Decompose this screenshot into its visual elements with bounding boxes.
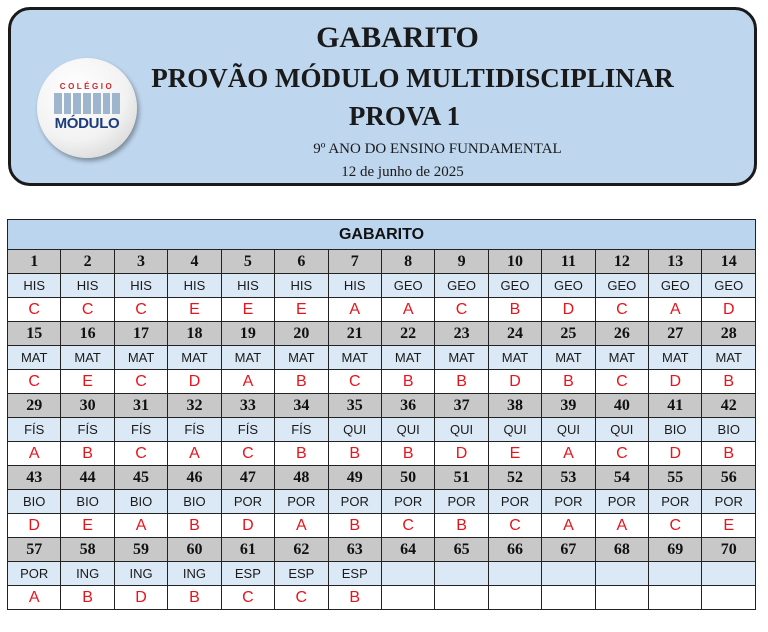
question-number-cell: 4 [168, 250, 221, 274]
question-number-cell: 51 [435, 466, 488, 490]
question-number-cell: 57 [8, 538, 61, 562]
answer-letter-cell: C [8, 298, 61, 322]
answer-letter-cell: C [381, 514, 434, 538]
subject-code-cell: ING [168, 562, 221, 586]
question-number-cell: 36 [381, 394, 434, 418]
subject-code-cell: BIO [114, 490, 167, 514]
question-number-cell: 29 [8, 394, 61, 418]
answer-letter-cell: A [381, 298, 434, 322]
subject-code-cell: ESP [275, 562, 328, 586]
answer-letter-cell: B [275, 370, 328, 394]
question-number-cell: 63 [328, 538, 381, 562]
question-number-row [8, 394, 756, 418]
subject-code-cell: GEO [542, 274, 595, 298]
answer-letter-cell: A [542, 514, 595, 538]
answer-letter-cell: A [595, 514, 648, 538]
subject-code-cell: GEO [702, 274, 756, 298]
subject-code-cell: MAT [328, 346, 381, 370]
subject-code-cell: POR [649, 490, 702, 514]
question-number-cell: 52 [488, 466, 541, 490]
answer-letter-cell: A [542, 442, 595, 466]
question-number-cell: 61 [221, 538, 274, 562]
answer-letter-row [8, 370, 756, 394]
question-number-cell: 68 [595, 538, 648, 562]
header-exam: PROVA 1 [348, 101, 461, 131]
answer-letter-cell: B [328, 442, 381, 466]
subject-code-cell: MAT [8, 346, 61, 370]
header-date: 12 de junho de 2025 [341, 164, 464, 180]
question-number-cell: 12 [595, 250, 648, 274]
answer-letter-cell: C [114, 370, 167, 394]
question-number-cell: 31 [114, 394, 167, 418]
subject-code-cell: HIS [168, 274, 221, 298]
subject-code-cell [435, 562, 488, 586]
subject-code-cell: HIS [114, 274, 167, 298]
question-number-cell: 60 [168, 538, 221, 562]
answer-letter-cell: C [61, 298, 114, 322]
answer-letter-cell: B [702, 442, 756, 466]
answer-letter-cell: C [488, 514, 541, 538]
answer-letter-cell: B [328, 514, 381, 538]
question-number-cell: 8 [381, 250, 434, 274]
header-title: GABARITO [316, 21, 479, 54]
subject-code-cell: FÍS [114, 418, 167, 442]
answer-letter-cell: B [435, 514, 488, 538]
answer-letter-cell: E [221, 298, 274, 322]
subject-code-cell: POR [488, 490, 541, 514]
question-number-cell: 3 [114, 250, 167, 274]
subject-code-cell [702, 562, 756, 586]
question-number-cell: 32 [168, 394, 221, 418]
subject-code-cell: MAT [221, 346, 274, 370]
subject-code-cell: MAT [61, 346, 114, 370]
subject-code-cell: BIO [8, 490, 61, 514]
subject-code-cell: HIS [8, 274, 61, 298]
subject-code-cell: QUI [488, 418, 541, 442]
question-number-cell: 27 [649, 322, 702, 346]
answer-letter-cell: C [221, 586, 274, 610]
answer-letter-cell: B [168, 586, 221, 610]
subject-code-cell: ING [114, 562, 167, 586]
header-panel [8, 7, 757, 186]
subject-code-cell [488, 562, 541, 586]
subject-code-cell: HIS [275, 274, 328, 298]
answer-letter-cell: A [114, 514, 167, 538]
subject-code-cell: MAT [114, 346, 167, 370]
subject-code-cell: MAT [275, 346, 328, 370]
question-number-cell: 47 [221, 466, 274, 490]
answer-letter-cell [542, 586, 595, 610]
subject-code-cell: HIS [328, 274, 381, 298]
answer-letter-cell: A [649, 298, 702, 322]
question-number-cell: 6 [275, 250, 328, 274]
answer-letter-cell: C [649, 514, 702, 538]
answer-letter-cell: A [328, 298, 381, 322]
question-number-cell: 41 [649, 394, 702, 418]
answer-letter-cell: A [275, 514, 328, 538]
header-grade: 9º ANO DO ENSINO FUNDAMENTAL [313, 141, 562, 157]
subject-code-cell: QUI [435, 418, 488, 442]
answer-letter-cell: D [221, 514, 274, 538]
answer-letter-cell: B [488, 298, 541, 322]
question-number-row [8, 538, 756, 562]
answer-letter-cell: A [8, 442, 61, 466]
question-number-cell: 28 [702, 322, 756, 346]
question-number-cell: 44 [61, 466, 114, 490]
answer-letter-cell: D [488, 370, 541, 394]
question-number-cell: 42 [702, 394, 756, 418]
subject-code-cell [542, 562, 595, 586]
subject-code-cell: FÍS [8, 418, 61, 442]
answer-key-table [7, 219, 756, 610]
subject-code-cell: MAT [595, 346, 648, 370]
question-number-cell: 53 [542, 466, 595, 490]
answer-letter-cell: D [542, 298, 595, 322]
question-number-cell: 1 [8, 250, 61, 274]
question-number-cell: 64 [381, 538, 434, 562]
subject-code-cell: POR [702, 490, 756, 514]
question-number-cell: 25 [542, 322, 595, 346]
subject-code-cell: GEO [649, 274, 702, 298]
question-number-cell: 65 [435, 538, 488, 562]
question-number-cell: 33 [221, 394, 274, 418]
subject-code-row [8, 562, 756, 586]
subject-code-cell: MAT [702, 346, 756, 370]
subject-code-cell: HIS [61, 274, 114, 298]
subject-code-cell: BIO [649, 418, 702, 442]
table-title: GABARITO [8, 220, 756, 250]
answer-letter-cell [435, 586, 488, 610]
question-number-cell: 34 [275, 394, 328, 418]
subject-code-cell: GEO [488, 274, 541, 298]
question-number-cell: 5 [221, 250, 274, 274]
subject-code-row [8, 346, 756, 370]
subject-code-cell: QUI [595, 418, 648, 442]
answer-letter-cell: B [435, 370, 488, 394]
subject-code-cell: ESP [221, 562, 274, 586]
answer-letter-cell [381, 586, 434, 610]
answer-letter-cell [488, 586, 541, 610]
question-number-cell: 38 [488, 394, 541, 418]
answer-letter-cell: C [114, 442, 167, 466]
subject-code-cell: GEO [595, 274, 648, 298]
subject-code-cell: POR [275, 490, 328, 514]
subject-code-cell: HIS [221, 274, 274, 298]
subject-code-cell: POR [381, 490, 434, 514]
answer-letter-cell: C [595, 298, 648, 322]
question-number-cell: 2 [61, 250, 114, 274]
answer-letter-cell [595, 586, 648, 610]
answer-letter-cell: B [168, 514, 221, 538]
subject-code-cell: POR [221, 490, 274, 514]
answer-letter-cell: D [702, 298, 756, 322]
question-number-cell: 56 [702, 466, 756, 490]
question-number-cell: 67 [542, 538, 595, 562]
answer-letter-cell: D [649, 370, 702, 394]
answer-letter-cell [649, 586, 702, 610]
question-number-cell: 13 [649, 250, 702, 274]
subject-code-cell: POR [328, 490, 381, 514]
question-number-row [8, 466, 756, 490]
answer-letter-cell: C [595, 370, 648, 394]
answer-letter-cell: C [8, 370, 61, 394]
subject-code-cell [649, 562, 702, 586]
subject-code-cell: BIO [702, 418, 756, 442]
subject-code-cell: POR [542, 490, 595, 514]
answer-letter-cell [702, 586, 756, 610]
answer-letter-cell: C [221, 442, 274, 466]
subject-code-cell: MAT [488, 346, 541, 370]
subject-code-cell [381, 562, 434, 586]
answer-letter-cell: A [168, 442, 221, 466]
answer-letter-cell: E [61, 514, 114, 538]
subject-code-cell: MAT [168, 346, 221, 370]
answer-letter-cell: B [61, 442, 114, 466]
answer-letter-cell: C [275, 586, 328, 610]
subject-code-cell: GEO [381, 274, 434, 298]
answer-letter-cell: B [381, 370, 434, 394]
answer-letter-cell: B [61, 586, 114, 610]
header-subtitle: PROVÃO MÓDULO MULTIDISCIPLINAR [151, 63, 674, 93]
answer-letter-cell: A [221, 370, 274, 394]
answer-letter-cell: B [328, 586, 381, 610]
question-number-cell: 7 [328, 250, 381, 274]
question-number-cell: 9 [435, 250, 488, 274]
question-number-cell: 66 [488, 538, 541, 562]
question-number-cell: 14 [702, 250, 756, 274]
question-number-cell: 19 [221, 322, 274, 346]
answer-letter-cell: A [8, 586, 61, 610]
answer-letter-row [8, 514, 756, 538]
question-number-cell: 22 [381, 322, 434, 346]
question-number-cell: 70 [702, 538, 756, 562]
answer-letter-cell: E [488, 442, 541, 466]
subject-code-cell: MAT [435, 346, 488, 370]
question-number-cell: 24 [488, 322, 541, 346]
question-number-cell: 20 [275, 322, 328, 346]
question-number-cell: 58 [61, 538, 114, 562]
subject-code-cell: QUI [328, 418, 381, 442]
question-number-cell: 45 [114, 466, 167, 490]
answer-letter-row [8, 586, 756, 610]
answer-letter-cell: B [275, 442, 328, 466]
answer-letter-cell: E [61, 370, 114, 394]
answer-letter-cell: D [649, 442, 702, 466]
question-number-cell: 54 [595, 466, 648, 490]
subject-code-cell: POR [435, 490, 488, 514]
subject-code-cell: FÍS [61, 418, 114, 442]
answer-letter-cell: C [328, 370, 381, 394]
question-number-cell: 50 [381, 466, 434, 490]
subject-code-cell: FÍS [168, 418, 221, 442]
subject-code-row [8, 418, 756, 442]
subject-code-row [8, 274, 756, 298]
question-number-cell: 69 [649, 538, 702, 562]
subject-code-cell: FÍS [221, 418, 274, 442]
answer-letter-cell: D [8, 514, 61, 538]
answer-letter-cell: E [168, 298, 221, 322]
subject-code-cell: GEO [435, 274, 488, 298]
logo-bottom-text: MÓDULO [54, 115, 120, 132]
answer-letter-row [8, 298, 756, 322]
answer-letter-cell: B [542, 370, 595, 394]
answer-letter-cell: C [595, 442, 648, 466]
answer-letter-cell: D [114, 586, 167, 610]
question-number-cell: 23 [435, 322, 488, 346]
subject-code-cell: BIO [61, 490, 114, 514]
answer-letter-cell: C [435, 298, 488, 322]
question-number-cell: 59 [114, 538, 167, 562]
question-number-cell: 46 [168, 466, 221, 490]
subject-code-cell: BIO [168, 490, 221, 514]
question-number-cell: 43 [8, 466, 61, 490]
answer-letter-cell: D [168, 370, 221, 394]
subject-code-cell: ESP [328, 562, 381, 586]
subject-code-cell: MAT [542, 346, 595, 370]
question-number-cell: 35 [328, 394, 381, 418]
question-number-cell: 49 [328, 466, 381, 490]
subject-code-cell: QUI [381, 418, 434, 442]
question-number-cell: 40 [595, 394, 648, 418]
subject-code-cell: POR [595, 490, 648, 514]
question-number-cell: 26 [595, 322, 648, 346]
answer-letter-cell: E [702, 514, 756, 538]
question-number-cell: 55 [649, 466, 702, 490]
question-number-cell: 10 [488, 250, 541, 274]
question-number-cell: 17 [114, 322, 167, 346]
subject-code-cell: POR [8, 562, 61, 586]
logo-top-text: COLÉGIO [59, 82, 115, 91]
question-number-row [8, 322, 756, 346]
subject-code-cell: MAT [381, 346, 434, 370]
question-number-cell: 39 [542, 394, 595, 418]
subject-code-cell: QUI [542, 418, 595, 442]
subject-code-row [8, 490, 756, 514]
question-number-cell: 15 [8, 322, 61, 346]
subject-code-cell: ING [61, 562, 114, 586]
question-number-cell: 11 [542, 250, 595, 274]
question-number-cell: 16 [61, 322, 114, 346]
question-number-row [8, 250, 756, 274]
subject-code-cell: FÍS [275, 418, 328, 442]
question-number-cell: 37 [435, 394, 488, 418]
subject-code-cell [595, 562, 648, 586]
question-number-cell: 18 [168, 322, 221, 346]
question-number-cell: 48 [275, 466, 328, 490]
question-number-cell: 21 [328, 322, 381, 346]
answer-letter-cell: E [275, 298, 328, 322]
answer-letter-cell: C [114, 298, 167, 322]
answer-letter-row [8, 442, 756, 466]
subject-code-cell: MAT [649, 346, 702, 370]
answer-letter-cell: D [435, 442, 488, 466]
answer-letter-cell: B [702, 370, 756, 394]
question-number-cell: 30 [61, 394, 114, 418]
question-number-cell: 62 [275, 538, 328, 562]
answer-letter-cell: B [381, 442, 434, 466]
